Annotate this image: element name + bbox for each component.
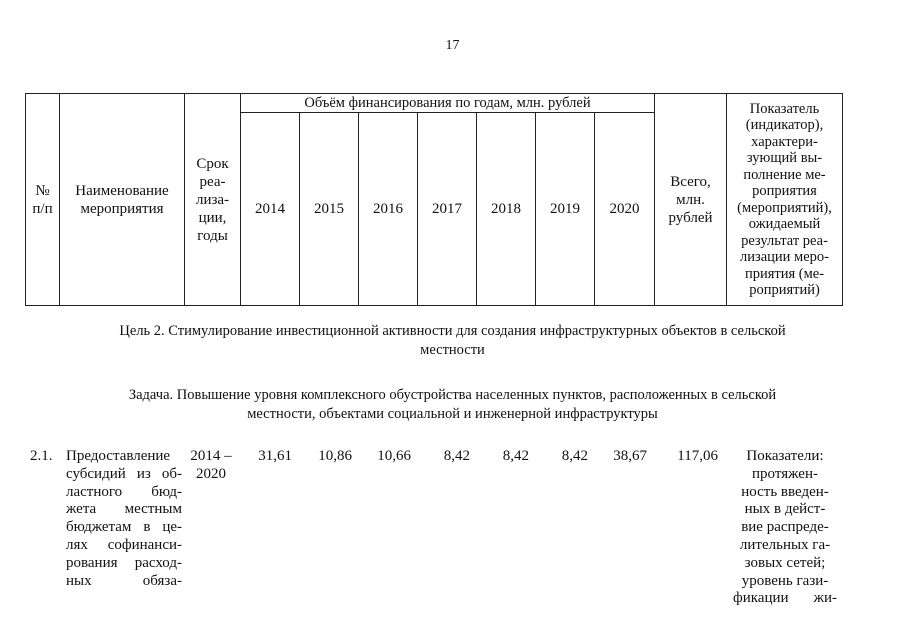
- page-number: 17: [445, 38, 460, 53]
- row-value-2020: 38,67: [613, 448, 647, 464]
- goal-heading: Цель 2. Стимулирование инвестиционной активности для создания инфраструктурных объектов в сельской местности: [119, 323, 786, 358]
- header-year: 2019: [536, 113, 595, 306]
- row-value-2018: 8,42: [502, 448, 529, 464]
- header-number: № п/п: [26, 94, 60, 306]
- header-financing-title: Объём финансирования по годам, млн. рублей: [241, 94, 655, 113]
- header-year: 2020: [595, 113, 655, 306]
- row-term: 2014 – 2020: [190, 448, 232, 482]
- row-value-2015: 10,86: [318, 448, 352, 464]
- program-table-header: [25, 93, 843, 306]
- header-year: 2016: [359, 113, 418, 306]
- row-value-2014: 31,61: [258, 448, 292, 464]
- header-year: 2015: [300, 113, 359, 306]
- header-year: 2014: [241, 113, 300, 306]
- row-indicator: Показатели: протяжен- ность введен- ных в дейст- вие распреде- лительных га- зовых сетей; уровень гази- фикации жи-: [733, 448, 837, 607]
- row-name: Предоставление субсидий из об- ластного бюд- жета местным бюджетам в це- лях софинанси- рования расход- ных обяза-: [66, 448, 182, 589]
- row-number: 2.1.: [30, 448, 53, 464]
- row-total: 117,06: [677, 448, 718, 464]
- row-value-2016: 10,66: [377, 448, 411, 464]
- task-heading: Задача. Повышение уровня комплексного обустройства населенных пунктов, расположенных в сельской местности, объектами социальной и инженерной инфраструктуры: [128, 387, 777, 422]
- header-year: 2018: [477, 113, 536, 306]
- header-indicator: Показатель (индикатор), характери- зующий вы- полнение ме- роприятия (мероприятий), ожидаемый результат реа- лизации меро- приятия (ме- роприятий): [727, 94, 843, 306]
- row-value-2019: 8,42: [561, 448, 588, 464]
- header-name: Наименование мероприятия: [60, 94, 185, 306]
- header-total: Всего, млн. рублей: [655, 94, 727, 306]
- header-term: Срок реа- лиза- ции, годы: [185, 94, 241, 306]
- row-value-2017: 8,42: [443, 448, 470, 464]
- header-year: 2017: [418, 113, 477, 306]
